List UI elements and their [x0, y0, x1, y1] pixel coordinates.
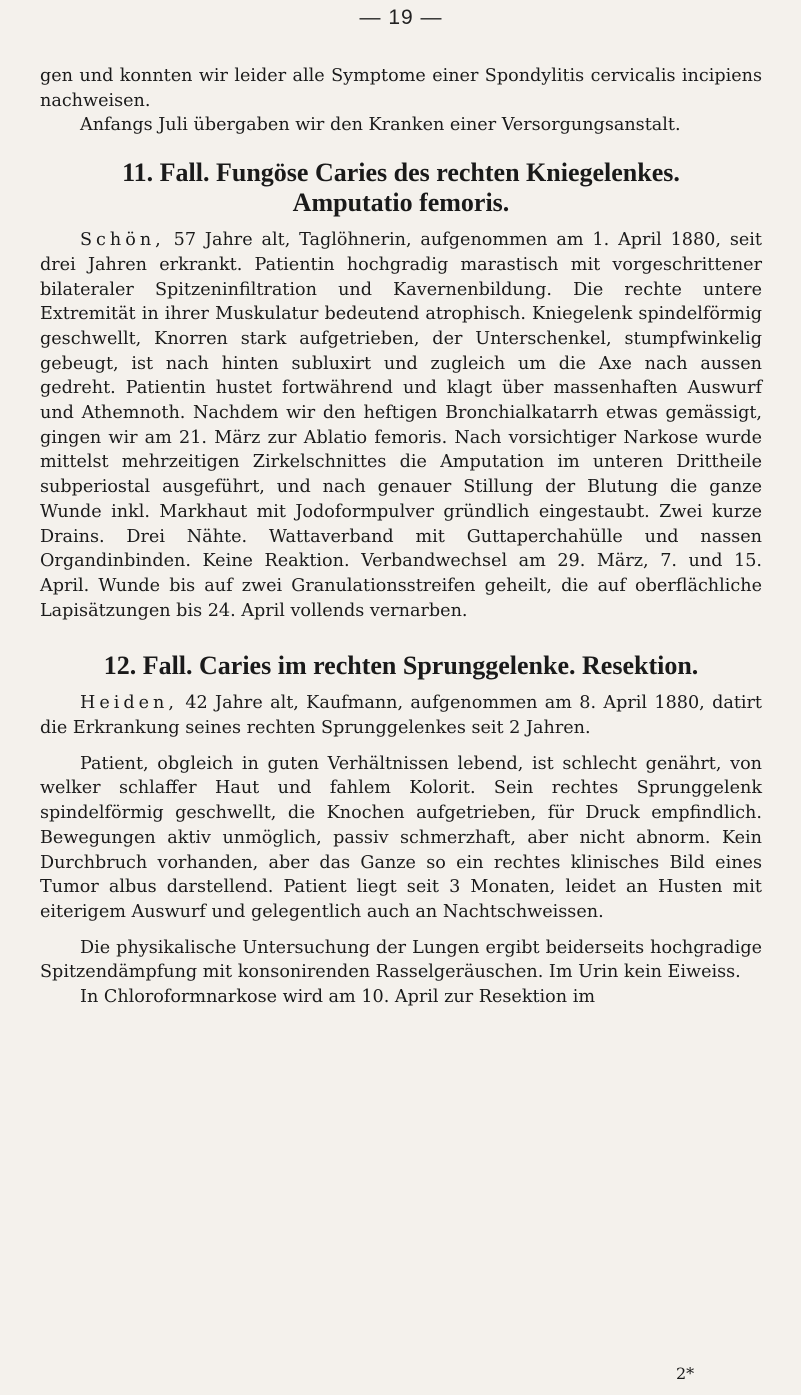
continuation-paragraph: gen und konnten wir leider alle Symptome einer Spondylitis cervicalis incipiens nachweisen.: [40, 66, 762, 111]
case-12-lung-paragraph: Die physikalische Untersuchung der Lungen ergibt beiderseits hochgradige Spitzendämpfung mit konsonirenden Rasselgeräuschen. Im Urin kein Eiweiss.: [40, 937, 762, 983]
case-12-heading: 12. Fall. Caries im rechten Sprunggelenke. Resektion.: [103, 651, 699, 681]
page-number-header: — 19 —: [359, 6, 443, 29]
signature-mark: 2*: [676, 1364, 695, 1383]
case-11-patient-name: Schön,: [80, 230, 165, 251]
transfer-paragraph: Anfangs Juli übergaben wir den Kranken einer Versorgungsanstalt.: [80, 115, 681, 136]
case-12-intro: 42 Jahre alt, Kaufmann, aufgenommen am 8. April 1880, datirt die Erkrankung seines rechten Sprunggelenkes seit 2 Jahren.: [40, 693, 763, 739]
case-12-operation-paragraph: In Chloroformnarkose wird am 10. April zur Resektion im: [80, 987, 596, 1008]
case-11-text: 57 Jahre alt, Taglöhnerin, aufgenommen am 1. April 1880, seit drei Jahren erkrankt. Patientin hochgradig marastisch mit vorgeschrittener bilateraler Spitzeninfiltration und Kavernenbildung. Die rechte untere Extremität in ihrer Muskulatur bedeutend atrophisch. Kniegelenk spindelförmig geschwellt, Knorren stark aufgetrieben, der Unterschenkel, stumpfwinkelig gebeugt, ist nach hinten subluxirt und zugleich um die Axe nach aussen gedreht. Patientin hustet fortwährend und klagt über massenhaften Auswurf und Athemnoth. Nachdem wir den heftigen Bronchialkatarrh etwas gemässigt, gingen wir am 21. März zur Ablatio femoris. Nach vorsichtiger Narkose wurde mittelst mehrzeitigen Zirkelschnittes die Amputation im unteren Drittheile subperiostal ausgeführt, und nach genauer Stillung der Blutung die ganze Wunde inkl. Markhaut mit Jodoformpulver gründlich eingestaubt. Zwei kurze Drains. Drei Nähte. Wattaverband mit Guttaperchahülle und nassen Organdinbinden. Keine Reaktion. Verbandwechsel am 29. März, 7. und 15. April. Wunde bis auf zwei Granulationsstreifen geheilt, die auf oberflächliche Lapisätzungen bis 24. April vollends vernarben.: [40, 230, 762, 621]
case-11-paragraph: [40, 228, 762, 623]
case-12-intro-paragraph: [40, 691, 762, 740]
case-11-heading: [40, 158, 762, 218]
case-12-status-paragraph: Patient, obgleich in guten Verhältnissen lebend, ist schlecht genährt, von welker schlaffer Haut und fahlem Kolorit. Sein rechtes Sprunggelenk spindelförmig geschwellt, die Knochen aufgetrieben, für Druck empfindlich. Bewegungen aktiv unmöglich, passiv schmerzhaft, aber nicht abnorm. Kein Durchbruch vorhanden, aber das Ganze so ein rechtes klinisches Bild eines Tumor albus darstellend. Patient liegt seit 3 Monaten, leidet an Husten mit eiterigem Auswurf und gelegentlich auch an Nachtschweissen.: [40, 753, 762, 922]
body-text: [40, 64, 762, 1010]
case-11-heading-line2: Amputatio femoris.: [292, 188, 510, 218]
case-11-heading-line1: 11. Fall. Fungöse Caries des rechten Kniegelenkes.: [122, 158, 680, 188]
book-page: [40, 0, 762, 1395]
case-12-patient-name: Heiden,: [80, 693, 178, 714]
